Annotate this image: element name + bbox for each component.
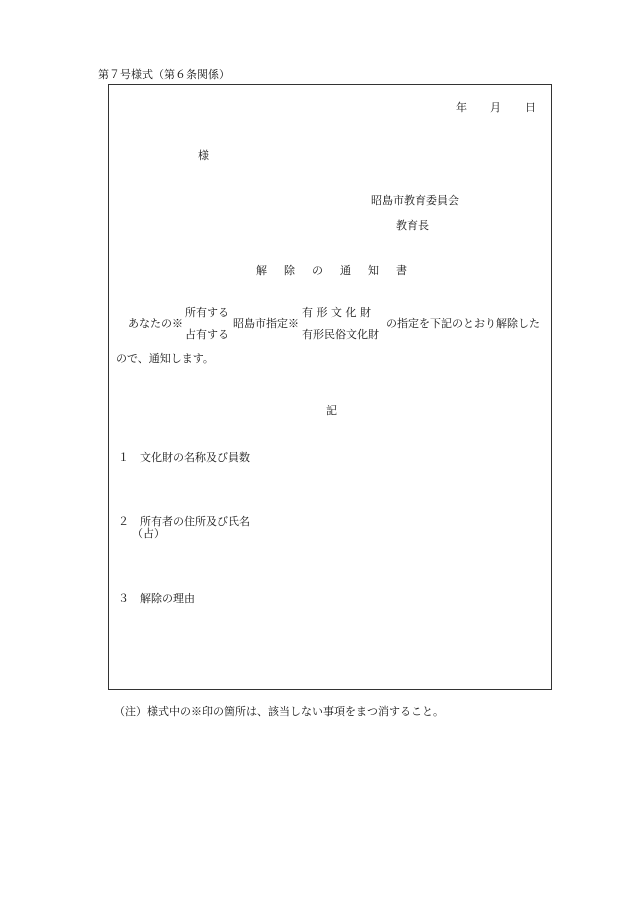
date-year-label: 年 [456, 101, 467, 114]
title-char: 書 [396, 264, 407, 277]
addressee-suffix: 様 [198, 149, 209, 162]
title-char: 知 [368, 264, 379, 277]
item-number: １ [118, 451, 129, 464]
issuer-title: 教育長 [396, 219, 429, 232]
item-number: ２ [118, 515, 129, 528]
title-char: 通 [340, 264, 351, 277]
title-char: 解 [256, 264, 267, 277]
option-owned: 所有する [185, 306, 229, 319]
item-number: ３ [118, 592, 129, 605]
item-label: 文化財の名称及び員数 [140, 451, 250, 464]
body-prefix: あなたの※ [128, 317, 183, 330]
body-suffix: の指定を下記のとおり解除した [386, 317, 540, 330]
form-number: 第７号様式（第６条関係） [98, 68, 230, 81]
issuer-organization: 昭島市教育委員会 [371, 194, 459, 207]
ki-heading: 記 [326, 404, 337, 417]
title-char: の [312, 264, 323, 277]
body-designation: 昭島市指定※ [233, 317, 299, 330]
body-line2: ので、通知します。 [116, 352, 214, 365]
date-month-label: 月 [490, 101, 501, 114]
title-char: 除 [284, 264, 295, 277]
item-label: 所有者の住所及び氏名 [140, 515, 250, 528]
option-folk-cultural-property: 有形民俗文化財 [302, 328, 379, 341]
option-occupied: 占有する [185, 328, 229, 341]
option-tangible-cultural-property: 有 形 文 化 財 [302, 306, 371, 319]
date-day-label: 日 [525, 101, 536, 114]
item-sub-label: （占） [132, 527, 165, 540]
footnote: （注）様式中の※印の箇所は、該当しない事項をまつ消すること。 [114, 705, 444, 718]
item-label: 解除の理由 [140, 592, 195, 605]
